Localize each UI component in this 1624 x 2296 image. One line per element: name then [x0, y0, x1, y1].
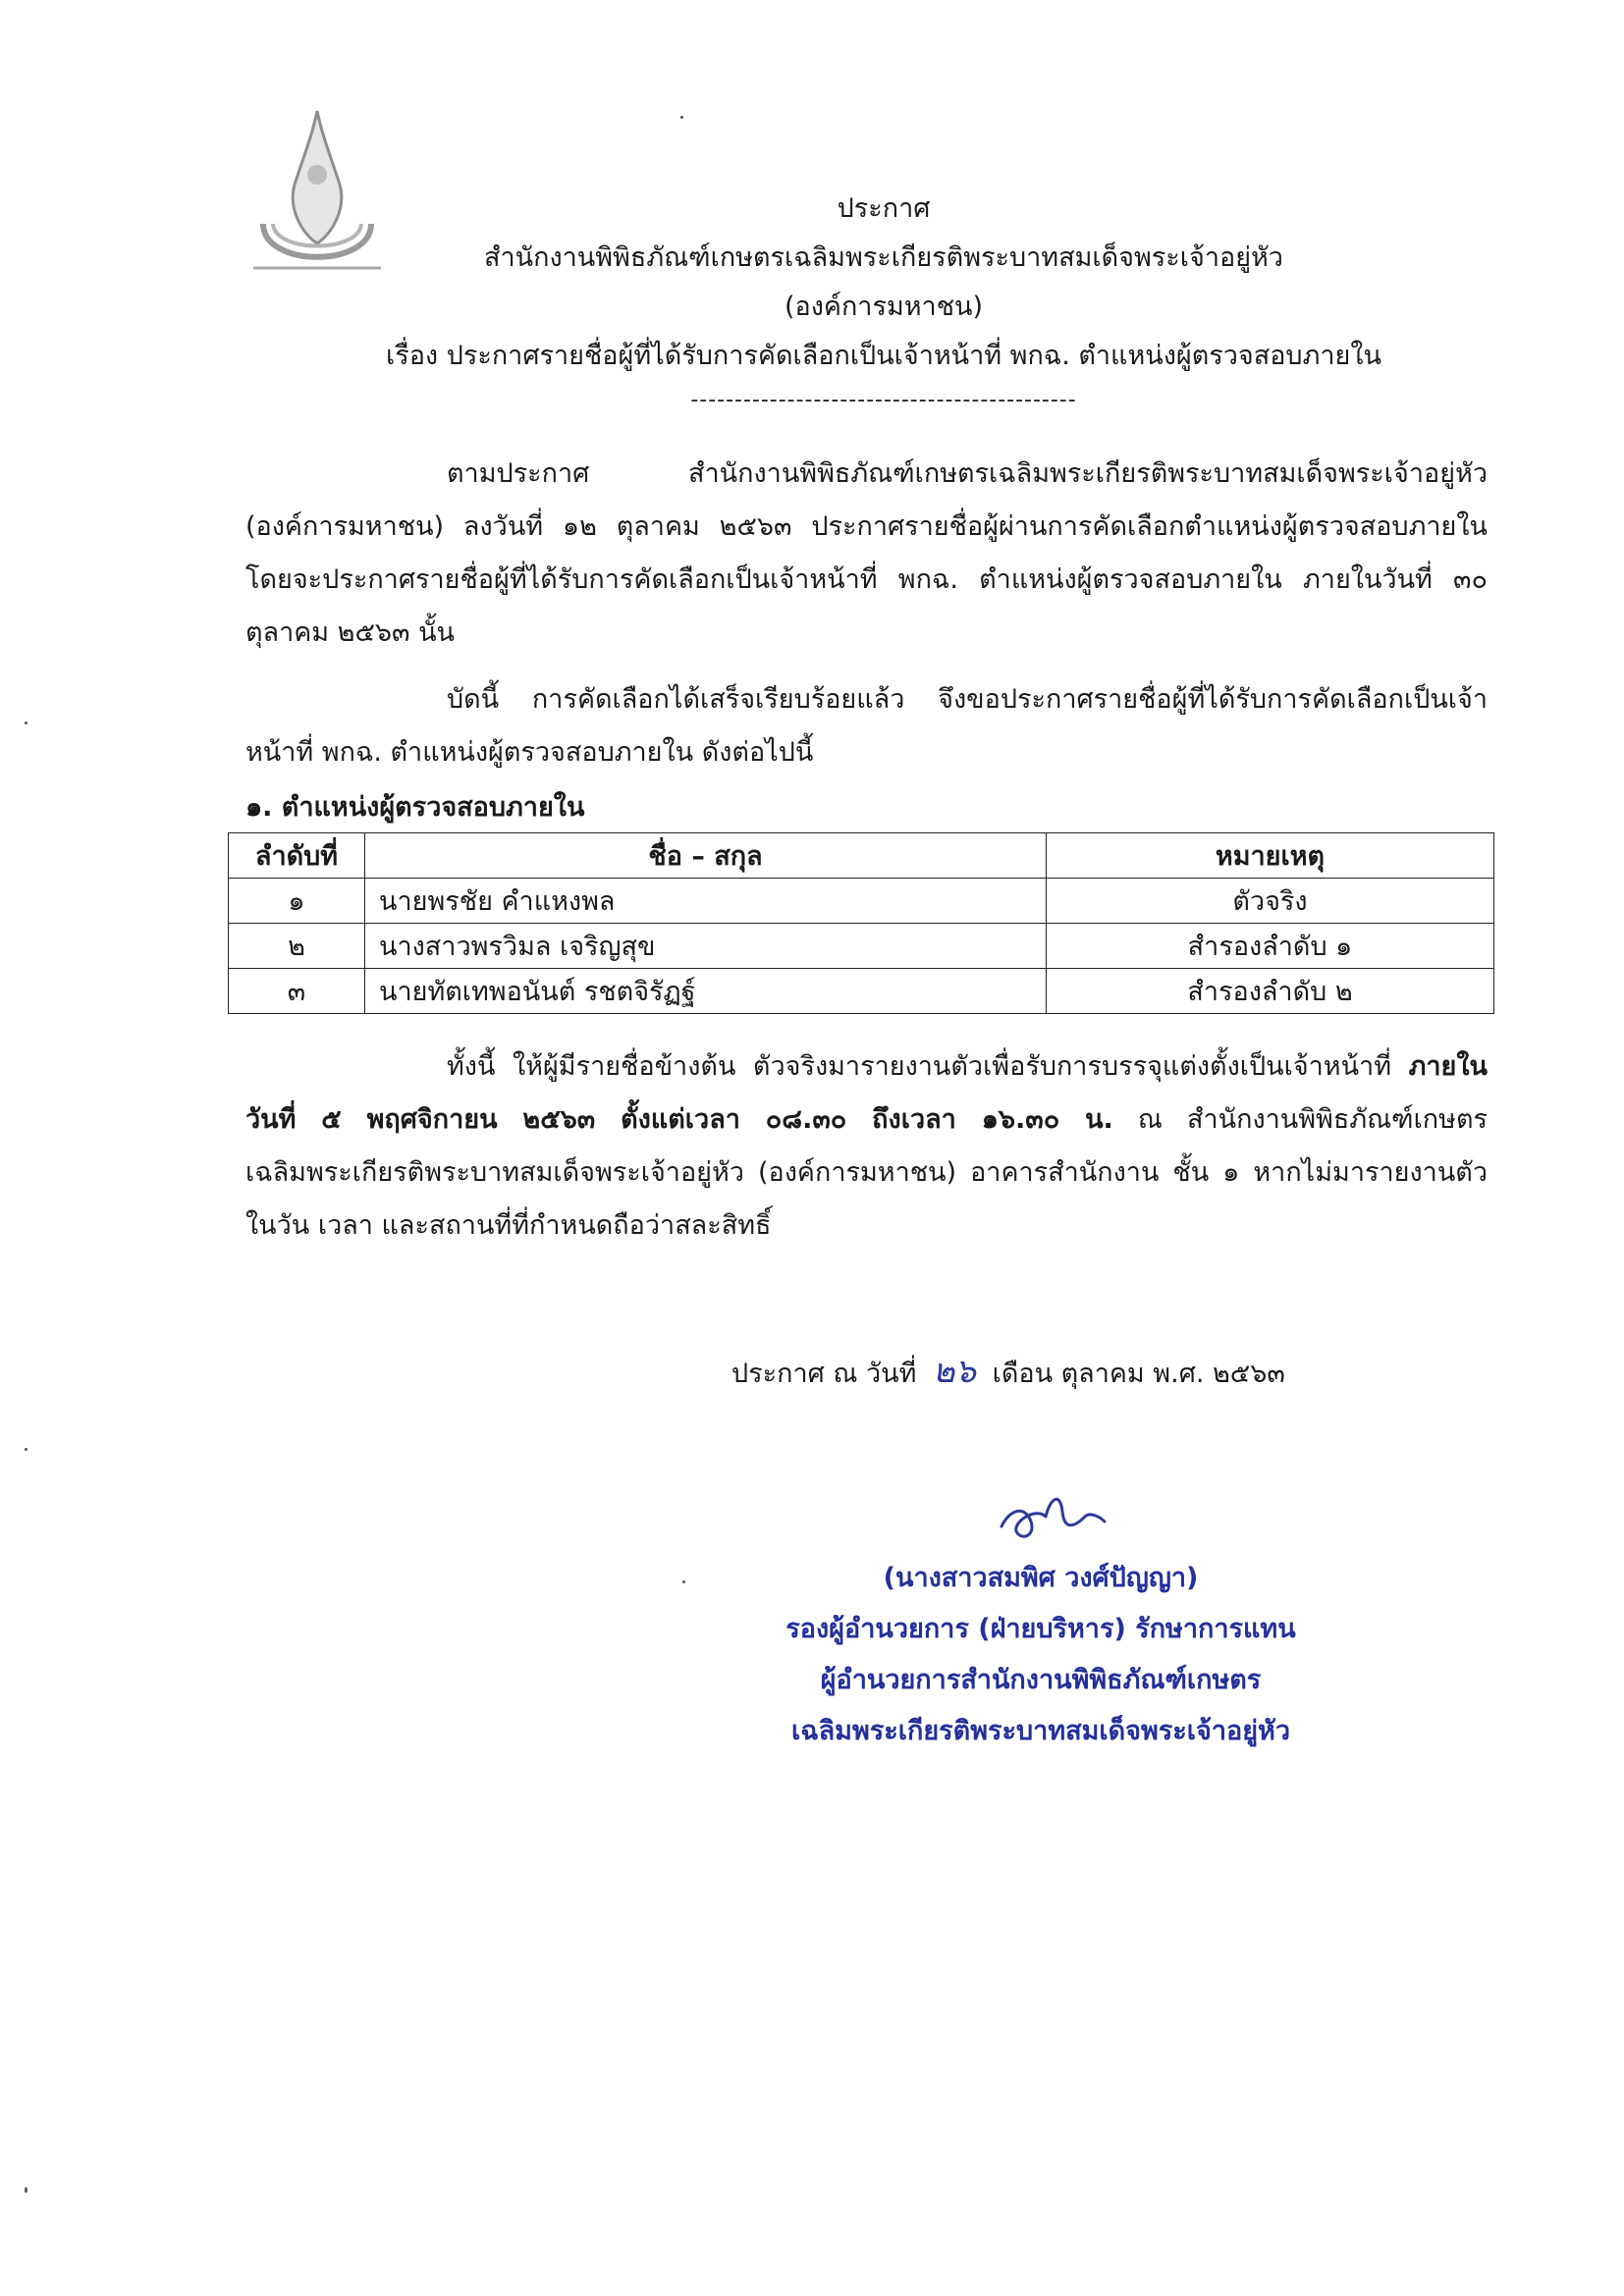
- subject-line: เรื่อง ประกาศรายชื่อผู้ที่ได้รับการคัดเลือกเป็นเจ้าหน้าที่ พกฉ. ตำแหน่งผู้ตรวจสอบภายใน: [385, 341, 1381, 371]
- row-seq: ๓: [229, 969, 365, 1014]
- col-header-seq: ลำดับที่: [229, 833, 365, 879]
- row-note: ตัวจริง: [1047, 879, 1494, 924]
- table-row: [229, 879, 1494, 924]
- handwritten-signature: [992, 1477, 1119, 1556]
- row-name: นายพรชัย คำแหงพล: [365, 879, 1047, 924]
- table-row: [229, 924, 1494, 969]
- date-suffix: เดือน ตุลาคม พ.ศ. ๒๕๖๓: [992, 1359, 1285, 1389]
- organization-name: สำนักงานพิพิธภัณฑ์เกษตรเฉลิมพระเกียรติพระบาทสมเด็จพระเจ้าอยู่หัว: [484, 242, 1283, 273]
- scan-speck: [682, 1580, 685, 1583]
- col-header-name: ชื่อ – สกุล: [365, 833, 1047, 879]
- scan-speck: [25, 1448, 27, 1451]
- row-note: สำรองลำดับ ๑: [1047, 924, 1494, 969]
- col-header-note: หมายเหตุ: [1047, 833, 1494, 879]
- report-deadline: ภายในวันที่ ๕ พฤศจิกายน ๒๕๖๓ ตั้งแต่เวลา ๐๘.๓๐ ถึงเวลา ๑๖.๓๐ น.: [245, 1051, 1488, 1135]
- signatory-block: [687, 1553, 1394, 1757]
- row-seq: ๒: [229, 924, 365, 969]
- section-title: ๑. ตำแหน่งผู้ตรวจสอบภายใน: [245, 792, 585, 823]
- row-note: สำรองลำดับ ๒: [1047, 969, 1494, 1014]
- handwritten-day: ๒๖: [933, 1352, 977, 1391]
- row-name: นางสาวพรวิมล เจริญสุข: [365, 924, 1047, 969]
- announcement-header: [245, 185, 1522, 420]
- table-row: [229, 969, 1494, 1014]
- signatory-title-2: ผู้อำนวยการสำนักงานพิพิธภัณฑ์เกษตร: [820, 1665, 1262, 1695]
- paragraph-3-rest: ณ สำนักงานพิพิธภัณฑ์เกษตรเฉลิมพระเกียรติพระบาทสมเด็จพระเจ้าอยู่หัว (องค์การมหาชน) อาคารสำนักงาน ชั้น ๑ หากไม่มารายงานตัวในวัน เวลา และสถานที่ที่กำหนดถือว่าสละสิทธิ์: [245, 1104, 1488, 1241]
- announcement-date: [731, 1345, 1285, 1401]
- paragraph-1: ตามประกาศ สำนักงานพิพิธภัณฑ์เกษตรเฉลิมพระเกียรติพระบาทสมเด็จพระเจ้าอยู่หัว (องค์การมหาชน) ลงวันที่ ๑๒ ตุลาคม ๒๕๖๓ ประกาศรายชื่อผู้ผ่านการคัดเลือกตำแหน่งผู้ตรวจสอบภายใน โดยจะประกาศรายชื่อผู้ที่ได้รับการคัดเลือกเป็นเจ้าหน้าที่ พกฉ. ตำแหน่งผู้ตรวจสอบภายใน ภายในวันที่ ๓๐ ตุลาคม ๒๕๖๓ นั้น: [245, 458, 1488, 648]
- paragraph-2: บัดนี้ การคัดเลือกได้เสร็จเรียบร้อยแล้ว จึงขอประกาศรายชื่อผู้ที่ได้รับการคัดเลือกเป็นเจ้าหน้าที่ พกฉ. ตำแหน่งผู้ตรวจสอบภายใน ดังต่อไปนี้: [245, 684, 1488, 768]
- table-header-row: [229, 833, 1494, 879]
- row-name: นายทัตเทพอนันต์ รชตจิรัฏฐ์: [365, 969, 1047, 1014]
- scan-speck: [680, 116, 683, 119]
- date-prefix: ประกาศ ณ วันที่: [731, 1359, 917, 1389]
- paragraph-3: [245, 1041, 1488, 1253]
- row-seq: ๑: [229, 879, 365, 924]
- candidate-table: [228, 832, 1494, 1014]
- divider-rule: --------------------------------------------: [690, 388, 1077, 412]
- body-section-2: [245, 1041, 1488, 1253]
- doc-type: ประกาศ: [837, 193, 931, 224]
- scan-speck: [25, 721, 27, 724]
- signatory-title-1: รองผู้อำนวยการ (ฝ่ายบริหาร) รักษาการแทน: [785, 1614, 1296, 1644]
- scan-speck: [25, 2187, 27, 2193]
- body-section-1: [245, 448, 1488, 834]
- paragraph-3-intro: ทั้งนี้ ให้ผู้มีรายชื่อข้างต้น ตัวจริงมารายงานตัวเพื่อรับการบรรจุแต่งตั้งเป็นเจ้าหน้าที่: [447, 1051, 1392, 1082]
- organization-type: (องค์การมหาชน): [784, 292, 984, 322]
- signatory-title-3: เฉลิมพระเกียรติพระบาทสมเด็จพระเจ้าอยู่หัว: [791, 1716, 1290, 1746]
- signatory-name: (นางสาวสมพิศ วงศ์ปัญญา): [883, 1563, 1199, 1593]
